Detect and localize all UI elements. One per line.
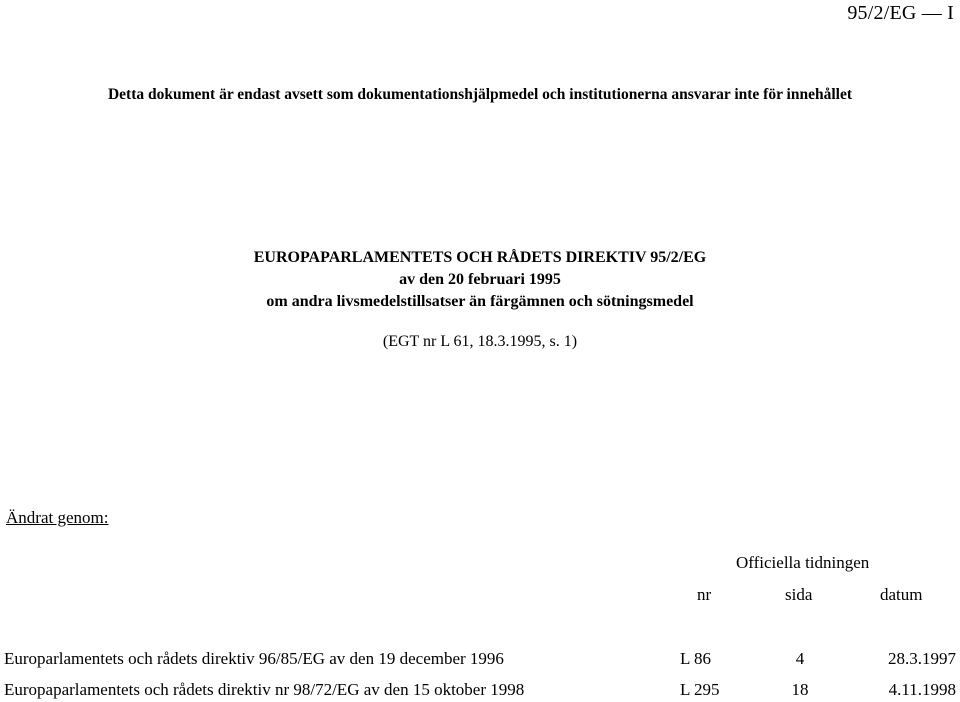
amendment-title: Europaparlamentets och rådets direktiv nr 98/72/EG av den 15 oktober 1998 — [4, 680, 525, 699]
directive-title-line-2: av den 20 februari 1995 — [399, 271, 561, 288]
directive-title-line-1: EUROPAPARLAMENTETS OCH RÅDETS DIREKTIV 95/2/EG — [253, 249, 707, 266]
amendment-sida: 18 — [791, 680, 809, 699]
amendment-nr: L 86 — [680, 649, 712, 668]
document-reference: 95/2/EG — I — [847, 2, 954, 24]
amendment-datum: 4.11.1998 — [888, 680, 956, 699]
official-journal-reference: (EGT nr L 61, 18.3.1995, s. 1) — [382, 333, 578, 350]
disclaimer-text: Detta dokument är endast avsett som dokumentationshjälpmedel och institutionerna ansvarar inte för innehållet — [107, 86, 853, 103]
amended-by-label: Ändrat genom: — [6, 508, 109, 527]
column-header-sida: sida — [785, 585, 813, 604]
amendment-row — [0, 680, 960, 702]
directive-title — [0, 247, 960, 313]
amendment-nr: L 295 — [680, 680, 720, 699]
column-header-nr: nr — [697, 585, 712, 604]
amendment-datum: 28.3.1997 — [888, 649, 956, 668]
official-journal-header: Officiella tidningen — [736, 553, 870, 572]
directive-title-line-3: om andra livsmedelstillsatser än färgämnen och sötningsmedel — [266, 293, 694, 310]
column-header-datum: datum — [880, 585, 923, 604]
amendment-title: Europarlamentets och rådets direktiv 96/85/EG av den 19 december 1996 — [4, 649, 504, 668]
amendment-sida: 4 — [795, 649, 805, 668]
amendment-row — [0, 649, 960, 671]
